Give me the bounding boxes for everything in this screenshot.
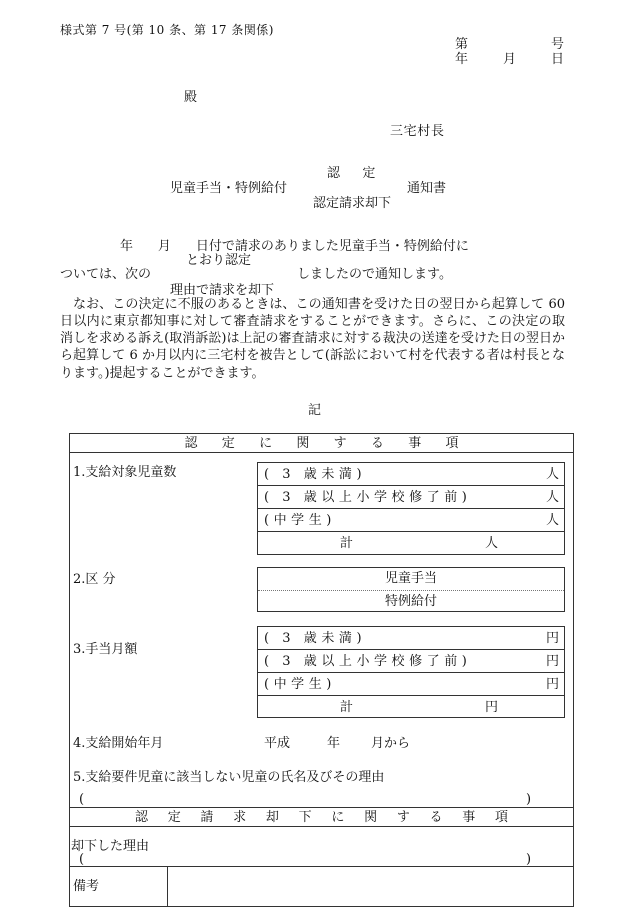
section1-divider <box>69 452 574 453</box>
divider <box>257 672 565 673</box>
start-date-era: 平成 <box>264 736 291 751</box>
date-month: 月 <box>503 52 517 67</box>
divider <box>257 531 565 532</box>
row-junior-high: (中学生) <box>264 513 336 528</box>
divider <box>257 485 565 486</box>
issuer: 三宅村長 <box>390 124 445 139</box>
row-under3: ( 3 歳未満) <box>264 631 367 646</box>
title-prefix: 児童手当・特例給付 <box>170 181 288 196</box>
unit-person: 人 <box>485 536 499 551</box>
category-option-jido-teate: 児童手当 <box>384 571 437 586</box>
section1-header: 認 定 に 関 す る 事 項 <box>184 436 459 451</box>
title-kyakka: 認定請求却下 <box>313 196 392 211</box>
date-year: 年 <box>455 52 469 67</box>
start-date-year: 年 <box>327 736 341 751</box>
unit-yen: 円 <box>485 700 499 715</box>
unit-person: 人 <box>546 513 560 528</box>
unit-person: 人 <box>546 490 560 505</box>
paren-close: ) <box>526 852 532 867</box>
remarks-label: 備考 <box>73 879 100 894</box>
divider <box>257 695 565 696</box>
title-nintei: 認 定 <box>327 166 376 181</box>
dotted-divider <box>258 590 564 591</box>
body-line2-start: ついては、次の <box>60 267 152 282</box>
unit-yen: 円 <box>546 631 560 646</box>
row-elementary: ( 3 歳以上小学校修了前) <box>264 654 472 669</box>
category-label: 2.区 分 <box>73 572 116 587</box>
monthly-amount-label: 3.手当月額 <box>73 642 138 657</box>
start-date-month-from: 月から <box>371 736 411 751</box>
unit-person: 人 <box>546 467 560 482</box>
date-day: 日 <box>551 52 565 67</box>
divider <box>257 508 565 509</box>
row-total: 計 <box>340 536 354 551</box>
category-option-tokurei-kyufu: 特例給付 <box>384 594 437 609</box>
unit-yen: 円 <box>546 654 560 669</box>
paren-close: ) <box>526 792 532 807</box>
row-elementary: ( 3 歳以上小学校修了前) <box>264 490 472 505</box>
rejection-reason-label: 却下した理由 <box>71 839 150 854</box>
unit-yen: 円 <box>546 677 560 692</box>
document-number-dai: 第 <box>455 37 469 52</box>
section2-header: 認 定 請 求 却 下 に 関 す る 事 項 <box>134 810 509 825</box>
body-line2-end: しましたので通知します。 <box>297 267 452 282</box>
paren-open: ( <box>79 792 85 807</box>
appeal-notice: なお、この決定に不服のあるときは、この通知書を受けた日の翌日から起算して 60 日以内に東京都知事に対して審査請求をすることができます。さらに、この決定の取消しを求める訴え(取消訴訟)は上記の審査請求に対する裁決の送達を受けた日の翌日から起算して 6 か月以内に三宅村を被告として(訴訟において村を代表する者は村長となります。)提起することができます。 <box>60 297 565 381</box>
ineligible-children-label: 5.支給要件児童に該当しない児童の氏名及びその理由 <box>73 770 385 785</box>
children-count-label: 1.支給対象児童数 <box>73 465 177 480</box>
row-junior-high: (中学生) <box>264 677 336 692</box>
remarks-divider <box>69 866 574 867</box>
body-option-nintei: とおり認定 <box>186 253 252 268</box>
form-number: 様式第 7 号(第 10 条、第 17 条関係) <box>60 23 274 37</box>
ki-heading: 記 <box>308 403 322 418</box>
recipient-suffix: 殿 <box>184 90 198 105</box>
body-option-kyakka: 理由で請求を却下 <box>170 283 275 298</box>
section2-header-divider <box>69 826 574 827</box>
section2-top-divider <box>69 807 574 808</box>
row-total: 計 <box>340 700 354 715</box>
remarks-column-divider <box>167 866 168 907</box>
divider <box>257 649 565 650</box>
body-line1: 年 月 日付で請求のありました児童手当・特例給付に <box>120 239 469 254</box>
document-number-go: 号 <box>551 37 565 52</box>
row-under3: ( 3 歳未満) <box>264 467 367 482</box>
title-suffix: 通知書 <box>407 181 447 196</box>
paren-open: ( <box>79 852 85 867</box>
start-date-label: 4.支給開始年月 <box>73 736 164 751</box>
